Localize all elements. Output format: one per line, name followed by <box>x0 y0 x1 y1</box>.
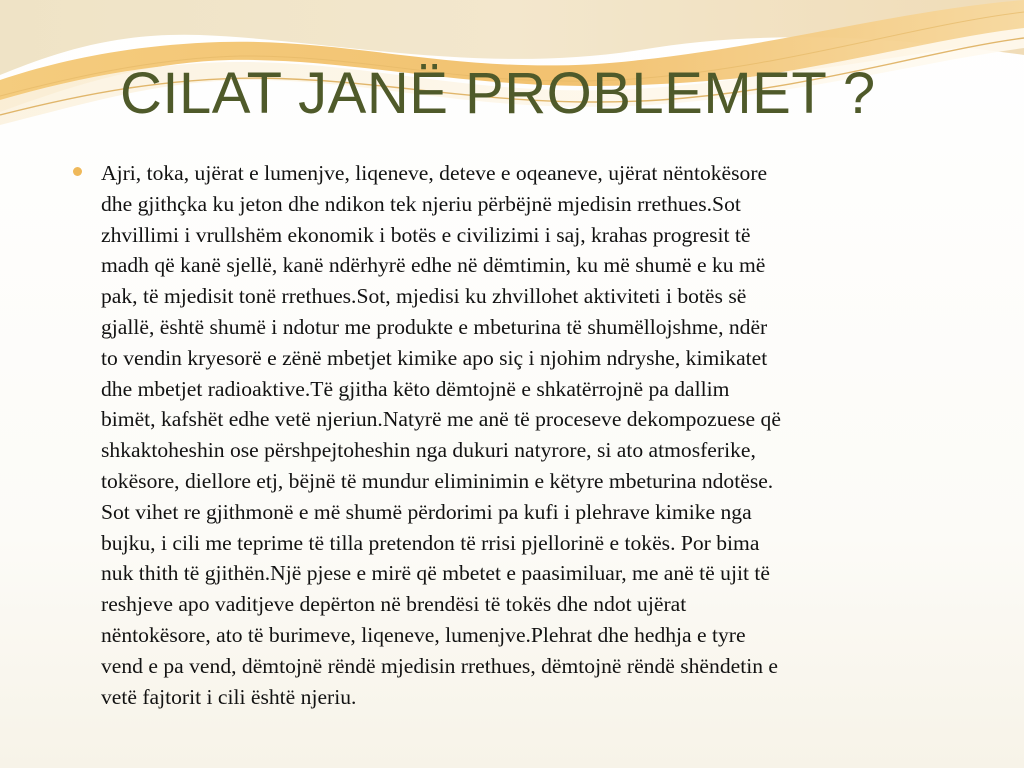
text-line: nëntokësore, ato të burimeve, liqeneve, lumenjve.Plehrat dhe hedhja e tyre <box>101 622 746 647</box>
text-line: gjallë, është shumë i ndotur me produkte e mbeturina të shumëllojshme, ndër <box>101 314 768 339</box>
text-line: Sot vihet re gjithmonë e më shumë përdorimi pa kufi i plehrave kimike nga <box>101 499 752 524</box>
text-line: bimët, kafshët edhe vetë njeriun.Natyrë me anë të proceseve dekompozuese që <box>101 407 781 432</box>
slide-title: CILAT JANË PROBLEMET ? <box>120 61 876 126</box>
text-line: vetë fajtorit i cili është njeriu. <box>101 684 357 709</box>
text-line: reshjeve apo vaditjeve depërton në brendësi të tokës dhe ndot ujërat <box>101 592 687 617</box>
text-line: nuk thith të gjithën.Një pjese e mirë që mbetet e paasimiluar, me anë të ujit të <box>101 561 770 586</box>
text-line: tokësore, diellore etj, bëjnë të mundur eliminimin e këtyre mbeturina ndotëse. <box>101 468 774 493</box>
text-line: madh që kanë sjellë, kanë ndërhyrë edhe në dëmtimin, ku më shumë e ku më <box>101 253 766 278</box>
text-line: Ajri, toka, ujërat e lumenjve, liqeneve, deteve e oqeaneve, ujërat nëntokësore <box>101 161 768 185</box>
text-line: shkaktoheshin ose përshpejtoheshin nga dukuri natyrore, si ato atmosferike, <box>101 438 756 463</box>
text-line: dhe mbetjet radioaktive.Të gjitha këto dëmtojnë e shkatërrojnë pa dallim <box>101 376 730 401</box>
text-line: zhvillimi i vrullshëm ekonomik i botës e civilizimi i saj, krahas progresit të <box>101 222 751 247</box>
text-line: to vendin kryesorë e zënë mbetjet kimike apo siç i njohim ndryshe, kimikatet <box>101 345 768 370</box>
text-line: vend e pa vend, dëmtojnë rëndë mjedisin rrethues, dëmtojnë rëndë shëndetin e <box>101 653 778 678</box>
body-paragraph <box>101 158 986 712</box>
text-line: dhe gjithçka ku jeton dhe ndikon tek njeriu përbëjnë mjedisin rrethues.Sot <box>101 191 741 216</box>
text-line: pak, të mjedisit tonë rrethues.Sot, mjedisi ku zhvillohet aktiviteti i botës së <box>101 284 747 309</box>
bullet-dot-icon <box>73 167 82 176</box>
text-line: bujku, i cili me teprime të tilla pretendon të rrisi pjellorinë e tokës. Por bima <box>101 530 760 555</box>
